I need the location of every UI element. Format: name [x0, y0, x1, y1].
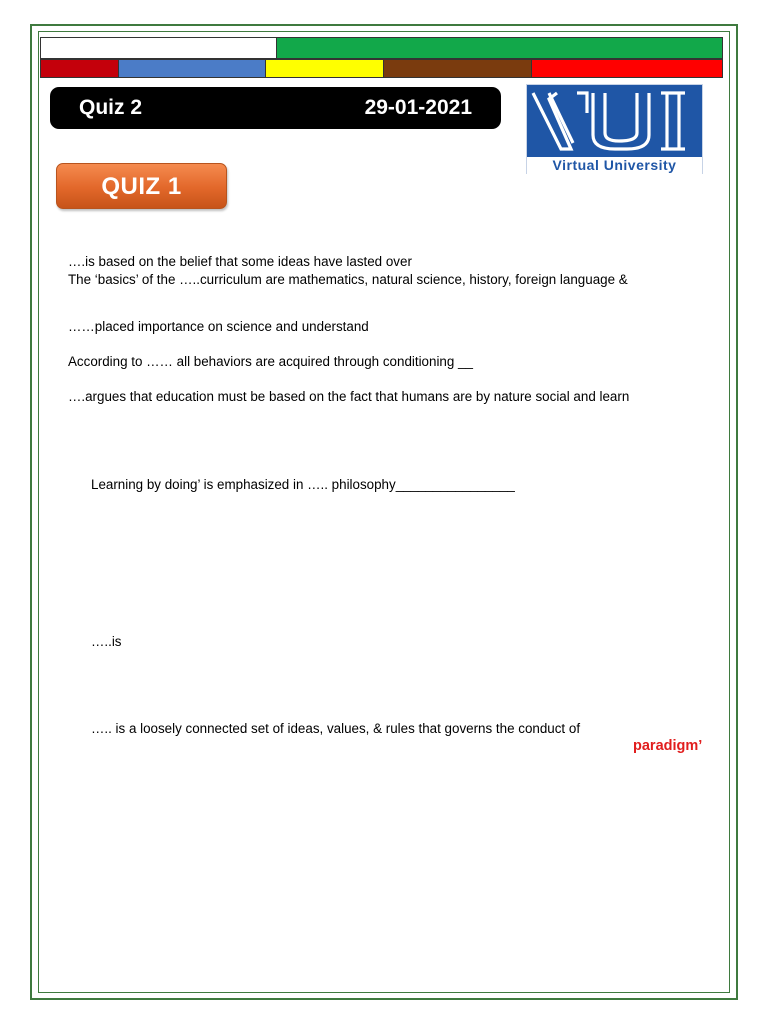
stripe-top-green: [276, 37, 723, 59]
quiz-date: 29-01-2021: [364, 96, 472, 119]
stripe-yellow: [265, 59, 384, 78]
question-1: ….is based on the belief that some ideas have lasted over: [68, 254, 412, 269]
quiz-1-title: QUIZ 1: [56, 163, 227, 209]
stripe-bright-red: [531, 59, 723, 78]
question-3: ……placed importance on science and understand: [68, 319, 369, 334]
stripe-top-white: [40, 37, 277, 59]
stripe-blue: [118, 59, 266, 78]
stripe-brown: [383, 59, 532, 78]
quiz-label: Quiz 2: [79, 96, 143, 119]
university-logo: [526, 84, 703, 174]
question-4: According to …… all behaviors are acquired through conditioning __: [68, 354, 473, 369]
question-8: ….. is a loosely connected set of ideas, values, & rules that governs the conduct of: [91, 721, 581, 736]
stripe-red: [40, 59, 119, 78]
question-2: The ‘basics’ of the …..curriculum are mathematics, natural science, history, foreign language &: [68, 272, 628, 287]
quiz-date-bar: [50, 87, 501, 129]
logo-name: Virtual University: [527, 157, 702, 174]
vu-logo-mark-icon: [527, 85, 702, 157]
question-6: Learning by doing’ is emphasized in ….. philosophy________________: [91, 477, 515, 492]
question-5: ….argues that education must be based on the fact that humans are by nature social and learn: [68, 389, 630, 404]
question-7: …..is: [91, 634, 122, 649]
answer-text: paradigm’: [633, 738, 703, 754]
